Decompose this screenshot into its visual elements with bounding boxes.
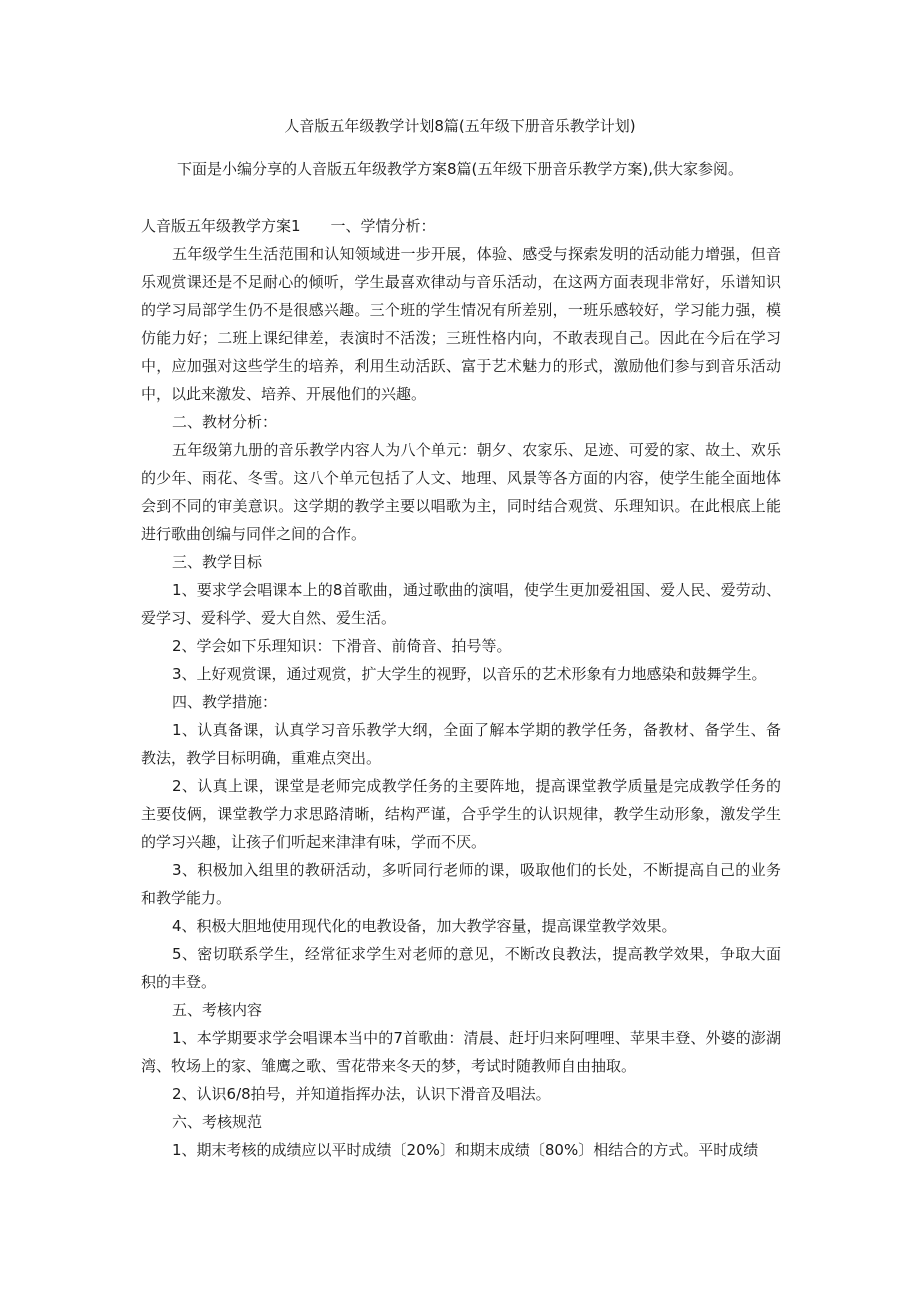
section3-item: 2、学会如下乐理知识：下滑音、前倚音、拍号等。 [172, 637, 512, 655]
section3-heading: 三、教学目标 [172, 553, 263, 571]
plan-label: 人音版五年级教学方案1 [141, 217, 301, 235]
document-title: 人音版五年级教学计划8篇(五年级下册音乐教学计划) [284, 117, 636, 135]
section4-item: 4、积极大胆地使用现代化的电教设备，加大教学容量，提高课堂教学效果。 [172, 917, 677, 935]
section6-item: 1、期末考核的成绩应以平时成绩〔20%〕和期末成绩〔80%〕相结合的方式。平时成绩 [172, 1141, 759, 1159]
section4-item: 1、认真备课，认真学习音乐教学大纲，全面了解本学期的教学任务，备教材、备学生、备教法，教学目标明确，重难点突出。 [141, 721, 781, 767]
section1-heading: 一、学情分析： [330, 217, 436, 235]
section4-item: 3、积极加入组里的教研活动，多听同行老师的课，吸取他们的长处，不断提高自己的业务和教学能力。 [141, 861, 781, 907]
section3-item: 1、要求学会唱课本上的8首歌曲，通过歌曲的演唱，使学生更加爱祖国、爱人民、爱劳动、爱学习、爱科学、爱大自然、爱生活。 [141, 581, 781, 627]
plan-heading-line [141, 212, 781, 240]
section3-item: 3、上好观赏课，通过观赏，扩大学生的视野，以音乐的艺术形象有力地感染和鼓舞学生。 [172, 665, 767, 683]
section4-heading: 四、教学措施： [172, 693, 278, 711]
section4-item: 2、认真上课，课堂是老师完成教学任务的主要阵地，提高课堂教学质量是完成教学任务的主要伎俩，课堂教学力求思路清晰，结构严谨，合乎学生的认识规律，教学生动形象，激发学生的学习兴趣，让孩子们听起来津津有味，学而不厌。 [141, 777, 781, 851]
section1-text: 五年级学生生活范围和认知领域进一步开展，体验、感受与探索发明的活动能力增强，但音乐观赏课还是不足耐心的倾听，学生最喜欢律动与音乐活动，在这两方面表现非常好，乐谱知识的学习局部学生仍不是很感兴趣。三个班的学生情况有所差别，一班乐感较好，学习能力强，模仿能力好；二班上课纪律差，表演时不活泼；三班性格内向，不敢表现自己。因此在今后在学习中，应加强对这些学生的培养，利用生动活跃、富于艺术魅力的形式，激励他们参与到音乐活动中，以此来激发、培养、开展他们的兴趣。 [141, 245, 781, 403]
section5-item: 2、认识6/8拍号，并知道指挥办法，认识下滑音及唱法。 [172, 1085, 551, 1103]
section5-item: 1、本学期要求学会唱课本当中的7首歌曲：清晨、赶圩归来阿哩哩、苹果丰登、外婆的澎湖湾、牧场上的家、雏鹰之歌、雪花带来冬天的梦，考试时随教师自由抽取。 [141, 1029, 781, 1075]
section2-heading: 二、教材分析： [172, 413, 278, 431]
section4-item: 5、密切联系学生，经常征求学生对老师的意见，不断改良教法，提高教学效果，争取大面积的丰登。 [141, 945, 781, 991]
section2-text: 五年级第九册的音乐教学内容人为八个单元：朝夕、农家乐、足迹、可爱的家、故土、欢乐的少年、雨花、冬雪。这八个单元包括了人文、地理、风景等各方面的内容，使学生能全面地体会到不同的审美意识。这学期的教学主要以唱歌为主，同时结合观赏、乐理知识。在此根底上能进行歌曲创编与同伴之间的合作。 [141, 441, 781, 543]
intro-paragraph: 下面是小编分享的人音版五年级教学方案8篇(五年级下册音乐教学方案),供大家参阅。 [176, 160, 744, 178]
section6-heading: 六、考核规范 [172, 1113, 263, 1131]
section5-heading: 五、考核内容 [172, 1001, 263, 1019]
document-body [141, 212, 781, 1164]
